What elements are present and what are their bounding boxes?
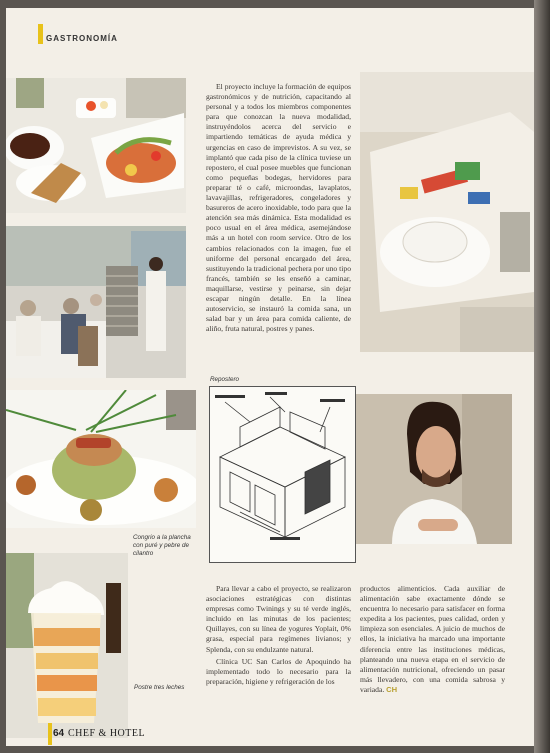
congrio-dish-photo <box>6 390 196 528</box>
book-spine-shadow <box>534 0 550 753</box>
article-column-bottom-left <box>206 584 351 687</box>
chef-portrait-photo <box>352 394 512 544</box>
article-paragraph-closing: productos alimenticios. Cada auxiliar de alimentación sabe exactamente dónde se encuentra lo necesario para satisfacer en forma expedita a los pacientes, pues calidad, orden y limpieza son esenciales. A juicio de muchos de ellos, la iniciativa ha marcado una importante diferencia entre las instituciones médicas, planteando una nueva etapa en el servicio de alimentación nutricional, ofreciendo un pasar más llevadero, con una comida sabrosa y variada. <box>360 584 505 694</box>
article-paragraph-top: El proyecto incluye la formación de equipos gastronómicos y de nutrición, capacitando al personal y a todos los miembros componentes para que conozcan la nueva modalidad, instruyéndolos acerca del servicio e impartiendo temáticas de ayuda médica y urgencias en caso de imprevistos. A su vez, se implantó que cada piso de la clínica tuviese un repostero, el cual posee muebles que funcionan como pequeñas bodegas, hervidores para preparar té o café, microondas, lavaplatos, lavavajillas, refrigeradores, congeladores y basureros de acero inoxidable, todo para que la atención sea más dinámica. Esta modalidad es poco usual en el área médica, asemejándose más a un hotel con room service. Otro de los cambios relacionados con la imagen, fue el uniforme del personal encargado del área, sustituyendo la tradicional pechera por uno tipo francés, también se les enseñó a caminar, maquillarse, vestirse y peinarse, sin dejar escapar ningún detalle. En la línea autoservicio, se instauró la comida sana, un salad bar y un área para comida caliente, de aliño, fruta natural, postres y panes. <box>206 82 351 334</box>
caption-repostero: Repostero <box>210 376 240 383</box>
tea-tray-photo <box>360 72 534 352</box>
page-number: 64 <box>53 728 65 739</box>
article-column-bottom-right <box>360 584 505 695</box>
article-paragraph-partners: Para llevar a cabo el proyecto, se realizaron asociaciones estratégicas con distintas empresas como Twinings y su té verde inglés, incluido en las minutas de los pacientes; Quillayes, con su línea de yogures Yoplait, 0% grasa, especial para regímenes livianos; y Splenda, con su endulzante natural. <box>206 584 351 654</box>
dining-room-photo <box>6 226 186 378</box>
food-plates-photo <box>6 78 186 213</box>
section-title: GASTRONOMÍA <box>46 34 118 43</box>
section-accent-bar <box>38 24 43 44</box>
caption-congrio: Congrio a la plancha con puré y pebre de cilantro <box>133 534 191 557</box>
magazine-brand: CHEF & HOTEL <box>68 728 146 739</box>
dessert-photo <box>6 553 128 738</box>
article-end-mark: CH <box>386 684 398 694</box>
caption-postre: Postre tres leches <box>134 684 185 691</box>
repostero-floor-plan-drawing <box>209 386 356 563</box>
magazine-page <box>6 8 534 746</box>
article-paragraph-clinic: Clínica UC San Carlos de Apoquindo ha implementado todo lo necesario para la preparación, higiene y refrigeración de los <box>206 656 351 686</box>
footer-accent-bar <box>48 723 52 745</box>
